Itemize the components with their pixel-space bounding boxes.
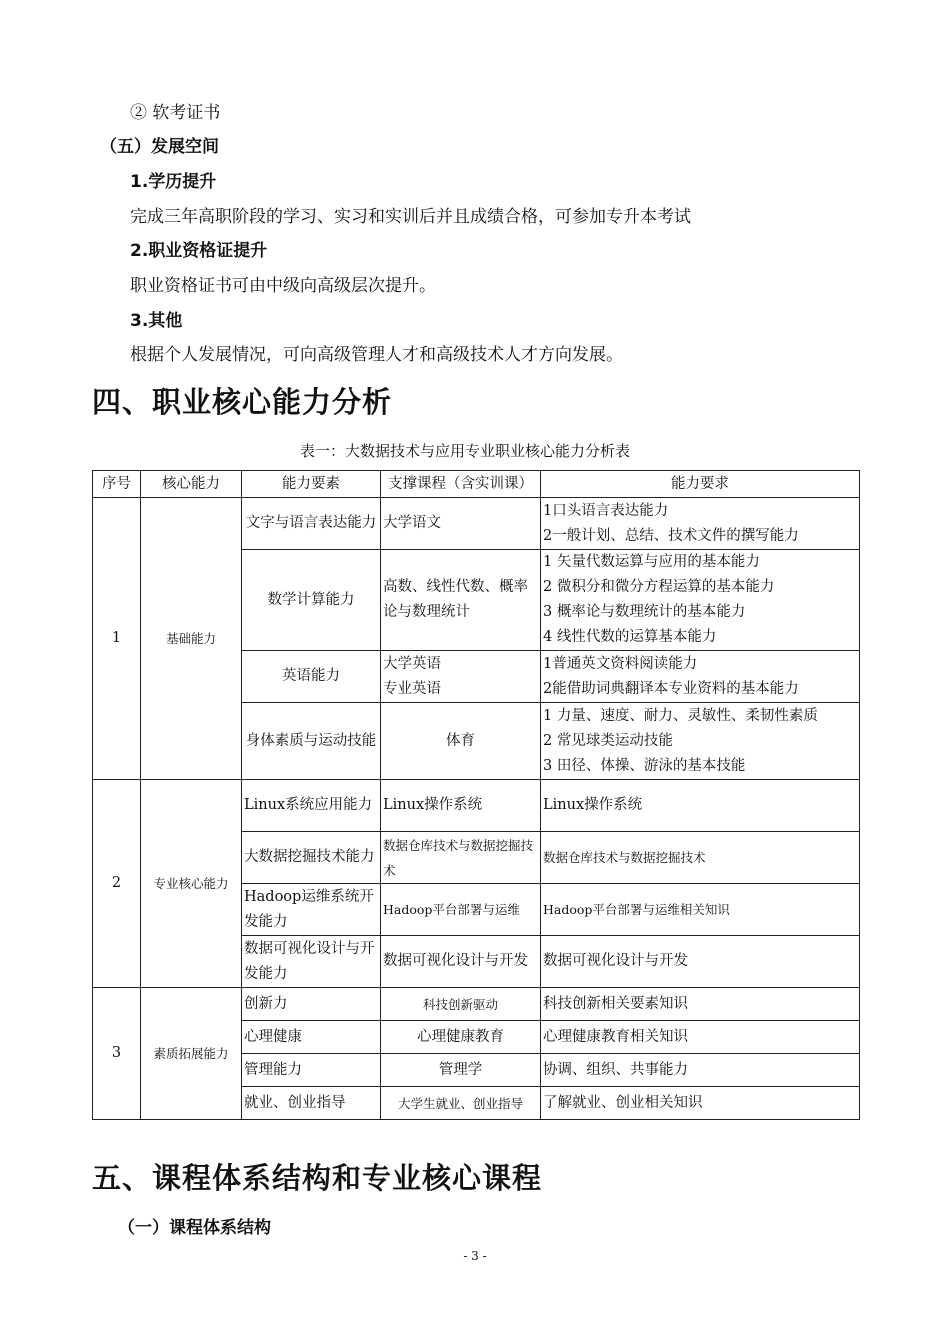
requirement-cell: 数据仓库技术与数据挖掘技术	[541, 832, 860, 884]
cert-item: ② 软考证书	[130, 103, 221, 123]
requirement-line: 3 田径、体操、游泳的基本技能	[543, 757, 746, 774]
course-cell: 管理学	[381, 1054, 541, 1087]
requirement-line: 1 矢量代数运算与应用的基本能力	[543, 554, 760, 570]
requirement-line: 2一般计划、总结、技术文件的撰写能力	[543, 527, 799, 544]
requirement-line: 3 概率论与数理统计的基本能力	[543, 604, 746, 620]
item-text-education: 完成三年高职阶段的学习、实习和实训后并且成绩合格，可参加专升本考试	[130, 207, 691, 227]
header-core-ability: 核心能力	[141, 471, 242, 498]
group-ability-text: 基础能力	[165, 630, 216, 646]
course-line: 大学英语	[383, 655, 441, 672]
requirement-line: 4 线性代数的运算基本能力	[543, 629, 717, 645]
course-cell: 数据仓库技术与数据挖掘技术	[381, 832, 541, 884]
element-cell: 管理能力	[242, 1054, 381, 1087]
course-cell: 数据可视化设计与开发	[381, 936, 541, 988]
group-ability-text: 专业核心能力	[153, 875, 229, 891]
course-line: 专业英语	[383, 680, 441, 697]
course-cell: 科技创新驱动	[381, 988, 541, 1021]
requirement-cell: 心理健康教育相关知识	[541, 1021, 860, 1054]
page-number: - 3 -	[463, 1249, 487, 1263]
chapter-title-curriculum: 五、课程体系结构和专业核心课程	[92, 1161, 543, 1195]
item-text-other: 根据个人发展情况，可向高级管理人才和高级技术人才方向发展。	[130, 345, 623, 365]
element-cell: 数据可视化设计与开发能力	[242, 936, 381, 988]
group-ability-text: 素质拓展能力	[153, 1045, 229, 1061]
table-caption: 表一：大数据技术与应用专业职业核心能力分析表	[300, 442, 631, 460]
element-cell: 心理健康	[242, 1021, 381, 1054]
requirement-cell: Linux操作系统	[541, 780, 860, 832]
course-cell: 心理健康教育	[381, 1021, 541, 1054]
requirement-cell	[541, 651, 860, 703]
table-header-row	[93, 471, 860, 498]
element-cell: 英语能力	[242, 651, 381, 703]
requirement-cell: 协调、组织、共事能力	[541, 1054, 860, 1087]
course-cell: 高数、线性代数、概率论与数理统计	[381, 550, 541, 651]
requirement-line: 2能借助词典翻译本专业资料的基本能力	[543, 680, 799, 697]
requirement-cell	[541, 498, 860, 550]
requirement-line: 1 力量、速度、耐力、灵敏性、柔韧性素质	[543, 707, 818, 724]
element-cell: 文字与语言表达能力	[242, 498, 381, 550]
course-cell: Hadoop平台部署与运维	[381, 884, 541, 936]
item-text-certificate: 职业资格证书可由中级向高级层次提升。	[130, 276, 436, 296]
course-cell: 体育	[381, 703, 541, 780]
requirement-line: 2 微积分和微分方程运算的基本能力	[543, 579, 775, 595]
element-cell: Linux系统应用能力	[242, 780, 381, 832]
table-row	[93, 988, 860, 1021]
requirement-cell	[541, 550, 860, 651]
group-no: 3	[93, 988, 141, 1120]
header-requirement: 能力要求	[541, 471, 860, 498]
element-cell: 创新力	[242, 988, 381, 1021]
element-cell: 就业、创业指导	[242, 1087, 381, 1120]
element-cell: 数学计算能力	[242, 550, 381, 651]
requirement-cell: Hadoop平台部署与运维相关知识	[541, 884, 860, 936]
header-no: 序号	[93, 471, 141, 498]
requirement-line: 1普通英文资料阅读能力	[543, 655, 698, 672]
element-cell: 大数据挖掘技术能力	[242, 832, 381, 884]
chapter-title-core-ability: 四、职业核心能力分析	[92, 385, 393, 419]
requirement-line: 1口头语言表达能力	[543, 502, 669, 519]
group-ability	[141, 498, 242, 780]
header-element: 能力要素	[242, 471, 381, 498]
requirement-cell: 数据可视化设计与开发	[541, 936, 860, 988]
table-row	[93, 498, 860, 550]
item-title-education: 1.学历提升	[130, 172, 217, 192]
section-heading-curriculum-structure: （一）课程体系结构	[118, 1218, 271, 1238]
course-cell: 大学语文	[381, 498, 541, 550]
group-ability	[141, 988, 242, 1120]
requirement-cell: 了解就业、创业相关知识	[541, 1087, 860, 1120]
group-no: 1	[93, 498, 141, 780]
group-ability	[141, 780, 242, 988]
requirement-cell	[541, 703, 860, 780]
item-title-other: 3.其他	[130, 311, 183, 331]
element-cell: Hadoop运维系统开发能力	[242, 884, 381, 936]
section-heading-development: （五）发展空间	[100, 137, 219, 157]
group-no: 2	[93, 780, 141, 988]
element-cell: 身体素质与运动技能	[242, 703, 381, 780]
course-cell: 大学生就业、创业指导	[381, 1087, 541, 1120]
requirement-line: 2 常见球类运动技能	[543, 732, 673, 749]
course-cell	[381, 651, 541, 703]
table-row	[93, 780, 860, 832]
course-cell: Linux操作系统	[381, 780, 541, 832]
core-ability-table	[92, 470, 860, 1120]
header-course: 支撑课程（含实训课）	[381, 471, 541, 498]
requirement-cell: 科技创新相关要素知识	[541, 988, 860, 1021]
item-title-certificate: 2.职业资格证提升	[130, 241, 268, 261]
